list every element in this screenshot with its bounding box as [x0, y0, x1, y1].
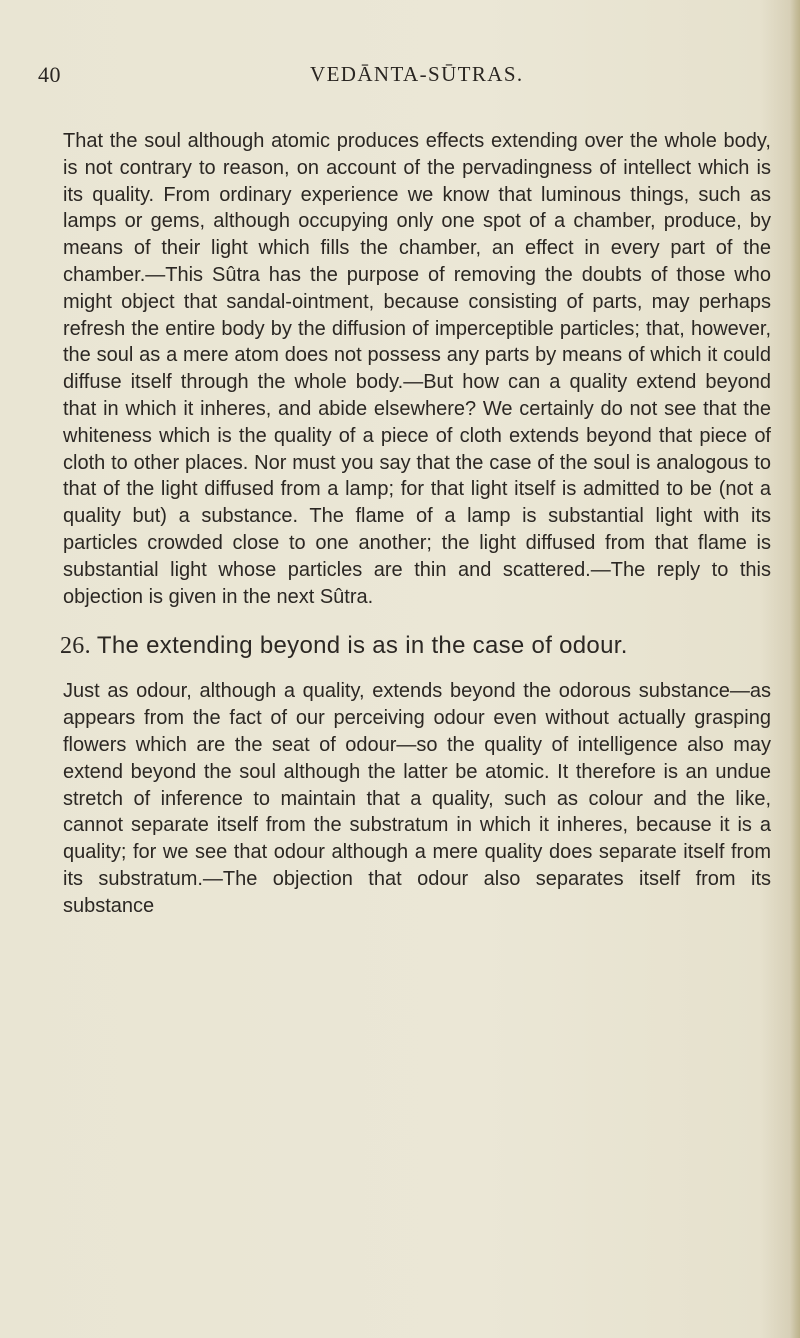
running-title: VEDĀNTA-SŪTRAS. — [310, 62, 524, 86]
sutra-text: The extending beyond is as in the case of odour. — [96, 632, 628, 660]
page-edge-shadow — [790, 0, 800, 1338]
running-head — [38, 62, 778, 94]
page-number: 40 — [38, 62, 61, 87]
sutra-number: 26. — [60, 633, 91, 660]
commentary-paragraph-2: Just as odour, although a quality, extends beyond the odorous substance—as appears from the fact of our perceiving odour even without actually grasping flowers which are the seat of odour—so the quality of intelligence also may extend beyond the soul although the latter be atomic. It therefore is an undue stretch of inference to maintain that a quality, such as colour and the like, cannot separate itself from the substratum in which it inheres, because it is a quality; for we see that odour although a mere quality does separate itself from its substratum.—The objection that odour also separates itself from its substance — [63, 680, 771, 917]
text-block — [60, 128, 771, 920]
commentary-paragraph-1: That the soul although atomic produces effects extending over the whole body, is not contrary to reason, on account of the pervadingness of intellect which is its quality. From ordinary experience we know that luminous things, such as lamps or gems, although occupying only one spot of a chamber, produce, by means of their light which fills the chamber, an effect in every part of the chamber.—This Sûtra has the purpose of removing the doubts of those who might object that sandal-ointment, because consisting of parts, may perhaps refresh the entire body by the diffusion of imperceptible particles; that, however, the soul as a mere atom does not possess any parts by means of which it could diffuse itself through the whole body.—But how can a quality extend beyond that in which it inheres, and abide elsewhere? We certainly do not see that the whiteness which is the quality of a piece of cloth extends beyond that piece of cloth to other places. Nor must you say that the case of the soul is analogous to that of the light diffused from a lamp; for that light itself is admitted to be (not a quality but) a substance. The flame of a lamp is substantial light with its particles crowded close to one another; the light diffused from that flame is substantial light whose particles are thin and scattered.—The reply to this objection is given in the next Sûtra. — [63, 130, 771, 608]
sutra-heading — [60, 632, 771, 660]
